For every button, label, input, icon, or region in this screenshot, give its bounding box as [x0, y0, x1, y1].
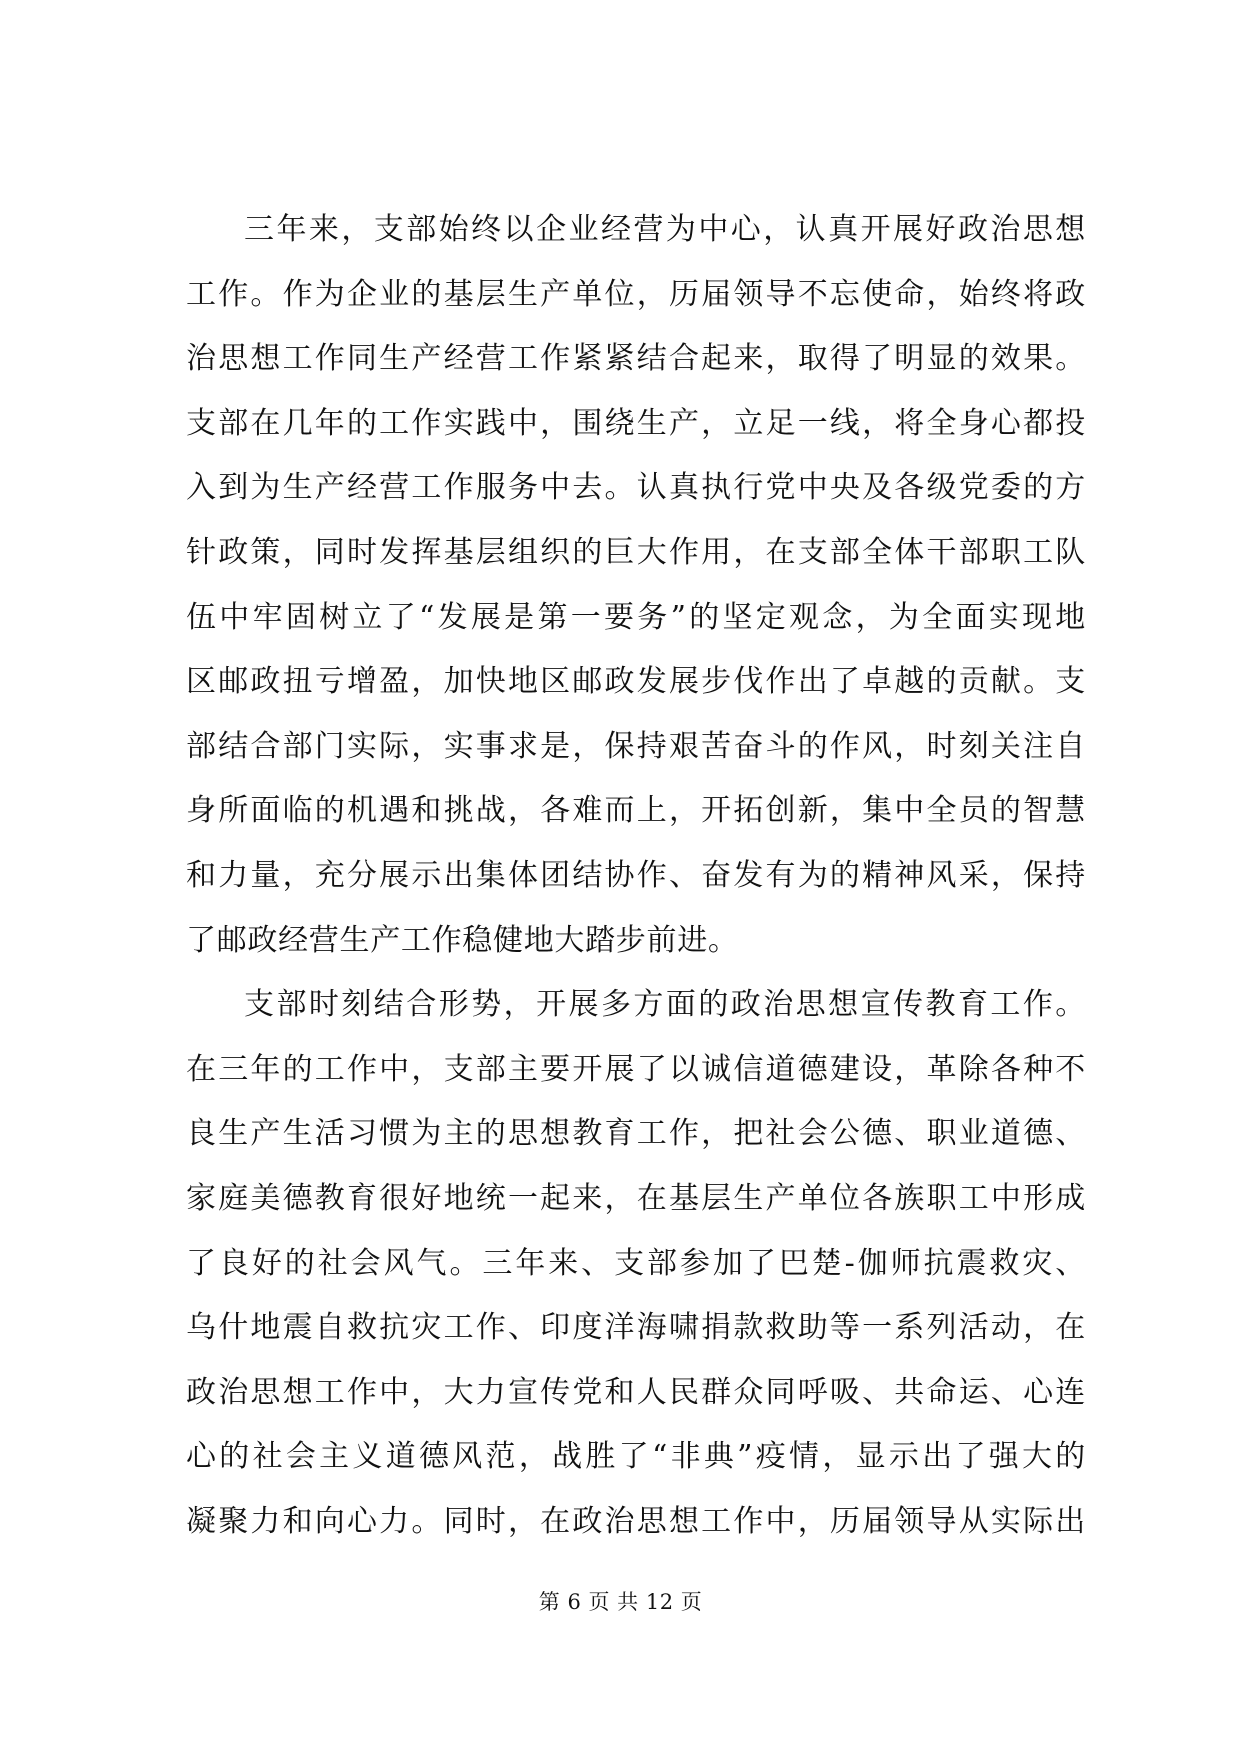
paragraph-1-line-12: 了邮政经营生产工作稳健地大踏步前进。: [186, 922, 739, 958]
paragraph-1-line-9: 部结合部门实际，实事求是，保持艰苦奋斗的作风，时刻关注自: [186, 728, 1086, 764]
paragraph-2-line-2: 在三年的工作中，支部主要开展了以诚信道德建设，革除各种不: [186, 1051, 1086, 1087]
paragraph-2-line-7: 政治思想工作中，大力宣传党和人民群众同呼吸、共命运、心连: [186, 1374, 1086, 1410]
paragraph-2-line-8: 心的社会主义道德风范，战胜了“非典”疫情，显示出了强大的: [186, 1439, 1086, 1475]
paragraph-1-line-3: 治思想工作同生产经营工作紧紧结合起来，取得了明显的效果。: [186, 341, 1086, 377]
paragraph-1-line-7: 伍中牢固树立了“发展是第一要务”的坚定观念，为全面实现地: [186, 599, 1086, 635]
paragraph-1-line-10: 身所面临的机遇和挑战，各难而上，开拓创新，集中全员的智慧: [186, 793, 1086, 829]
paragraph-1-line-1: 三年来，支部始终以企业经营为中心，认真开展好政治思想: [244, 212, 1086, 247]
paragraph-2-line-6: 乌什地震自救抗灾工作、印度洋海啸捐款救助等一系列活动，在: [186, 1310, 1086, 1346]
paragraph-1-line-5: 入到为生产经营工作服务中去。认真执行党中央及各级党委的方: [186, 470, 1086, 506]
paragraph-2-line-4: 家庭美德教育很好地统一起来，在基层生产单位各族职工中形成: [186, 1180, 1086, 1216]
paragraph-2-line-5: 了良好的社会风气。三年来、支部参加了巴楚-伽师抗震救灾、: [186, 1245, 1086, 1281]
paragraph-1-line-11: 和力量，充分展示出集体团结协作、奋发有为的精神风采，保持: [186, 857, 1086, 893]
body-text: [186, 198, 1086, 1554]
paragraph-1-line-8: 区邮政扭亏增盈，加快地区邮政发展步伐作出了卓越的贡献。支: [186, 664, 1086, 700]
page-number-footer: 第 6 页 共 12 页: [538, 1590, 703, 1614]
paragraph-1-line-2: 工作。作为企业的基层生产单位，历届领导不忘使命，始终将政: [186, 276, 1086, 312]
paragraph-2-line-3: 良生产生活习惯为主的思想教育工作，把社会公德、职业道德、: [186, 1116, 1086, 1152]
paragraph-2-line-9: 凝聚力和向心力。同时，在政治思想工作中，历届领导从实际出: [186, 1503, 1086, 1539]
paragraph-1-line-4: 支部在几年的工作实践中，围绕生产，立足一线，将全身心都投: [186, 405, 1086, 441]
paragraph-1-line-6: 针政策，同时发挥基层组织的巨大作用，在支部全体干部职工队: [186, 534, 1086, 570]
paragraph-2-line-1: 支部时刻结合形势，开展多方面的政治思想宣传教育工作。: [244, 987, 1086, 1023]
